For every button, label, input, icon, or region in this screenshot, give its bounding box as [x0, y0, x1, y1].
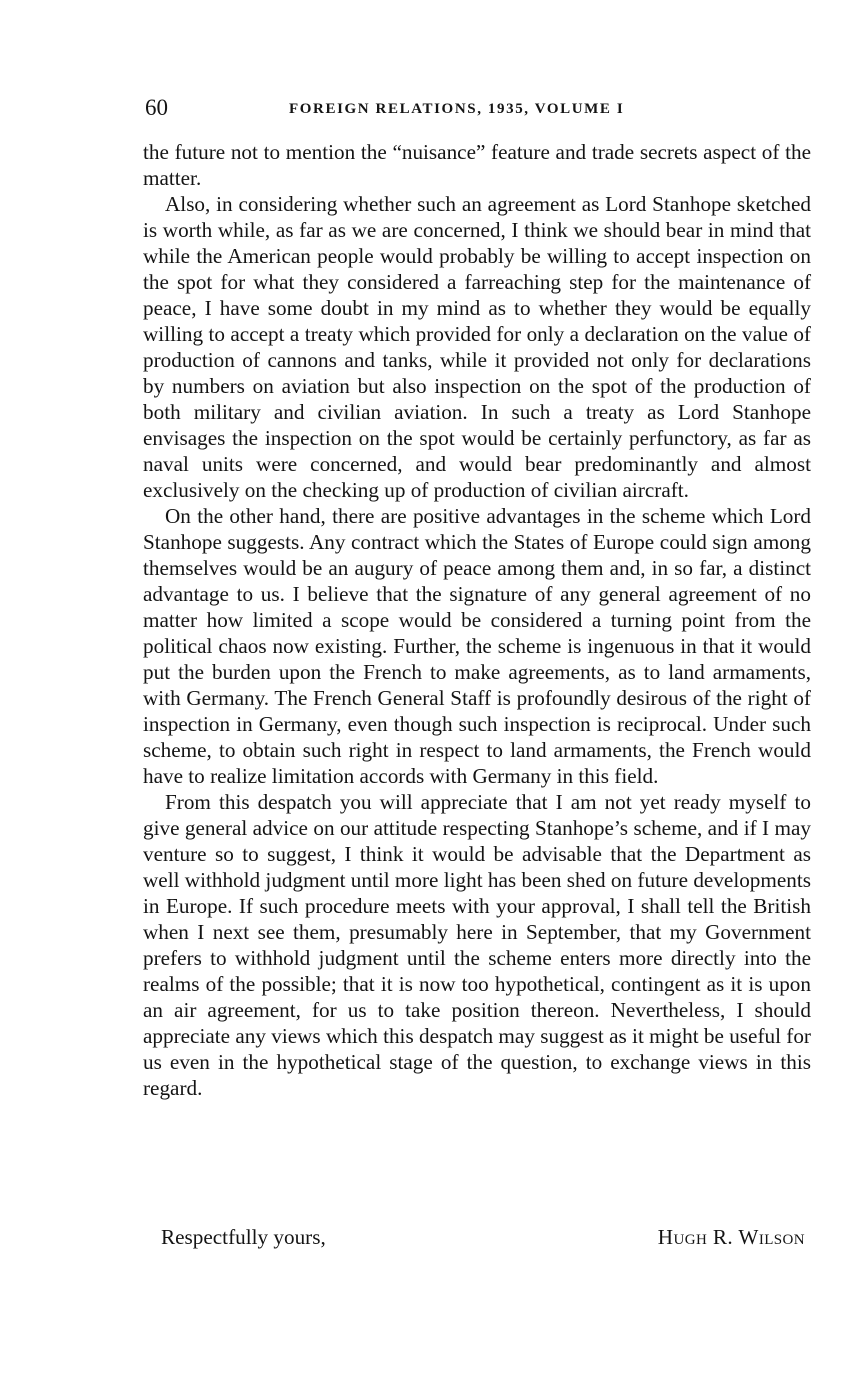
paragraph-stanhope-agreement: Also, in considering whether such an agreement as Lord Stanhope sketched is worth while, as far as we are concerned, I think we should bear in mind that while the American people would probably be willing to accept inspection on the spot for what they considered a farreaching step for the maintenance of peace, I have some doubt in my mind as to whether they would be equally willing to accept a treaty which provided for only a declaration on the value of production of cannons and tanks, while it provided not only for declarations by numbers on aviation but also inspection on the spot of the production of both military and civilian aviation. In such a treaty as Lord Stanhope envisages the inspection on the spot would be certainly perfunctory, as far as naval units were concerned, and would bear predominantly and almost exclusively on the checking up of production of civilian aircraft. [143, 192, 811, 502]
paragraph-conclusion: From this despatch you will appreciate that I am not yet ready myself to give general advice on our attitude respecting Stanhope’s scheme, and if I may venture so to suggest, I think it would be advisable that the Department as well withhold judgment until more light has been shed on future developments in Europe. If such procedure meets with your approval, I shall tell the British when I next see them, presumably here in September, that my Government prefers to withhold judgment until the scheme enters more directly into the realms of the possible; that it is now too hypothetical, contingent as it is upon an air agreement, for us to take position thereon. Nevertheless, I should appreciate any views which this despatch may suggest as it might be useful for us even in the hypothetical stage of the question, to exchange views in this regard. [143, 790, 811, 1100]
paragraph-positive-advantages: On the other hand, there are positive advantages in the scheme which Lord Stanhope suggests. Any contract which the States of Europe could sign among themselves would be an augury of peace among them and, in so far, a distinct advantage to us. I believe that the signature of any general agreement of no matter how limited a scope would be considered a turning point from the political chaos now existing. Further, the scheme is ingenuous in that it would put the burden upon the French to make agreements, as to land armaments, with Germany. The French General Staff is profoundly desirous of the right of inspection in Germany, even though such inspection is reciprocal. Under such scheme, to obtain such right in respect to land armaments, the French would have to realize limitation accords with Germany in this field. [143, 504, 811, 788]
letter-closing [143, 1222, 811, 1252]
page-number: 60 [145, 95, 168, 120]
running-header [145, 92, 811, 124]
running-title: FOREIGN RELATIONS, 1935, VOLUME I [289, 101, 625, 117]
paragraph-continued: the future not to mention the “nuisance” feature and trade secrets aspect of the matter. [143, 140, 811, 190]
signature: Hugh R. Wilson [657, 1225, 805, 1249]
body-text [143, 139, 811, 1101]
salutation: Respectfully yours, [161, 1225, 326, 1249]
